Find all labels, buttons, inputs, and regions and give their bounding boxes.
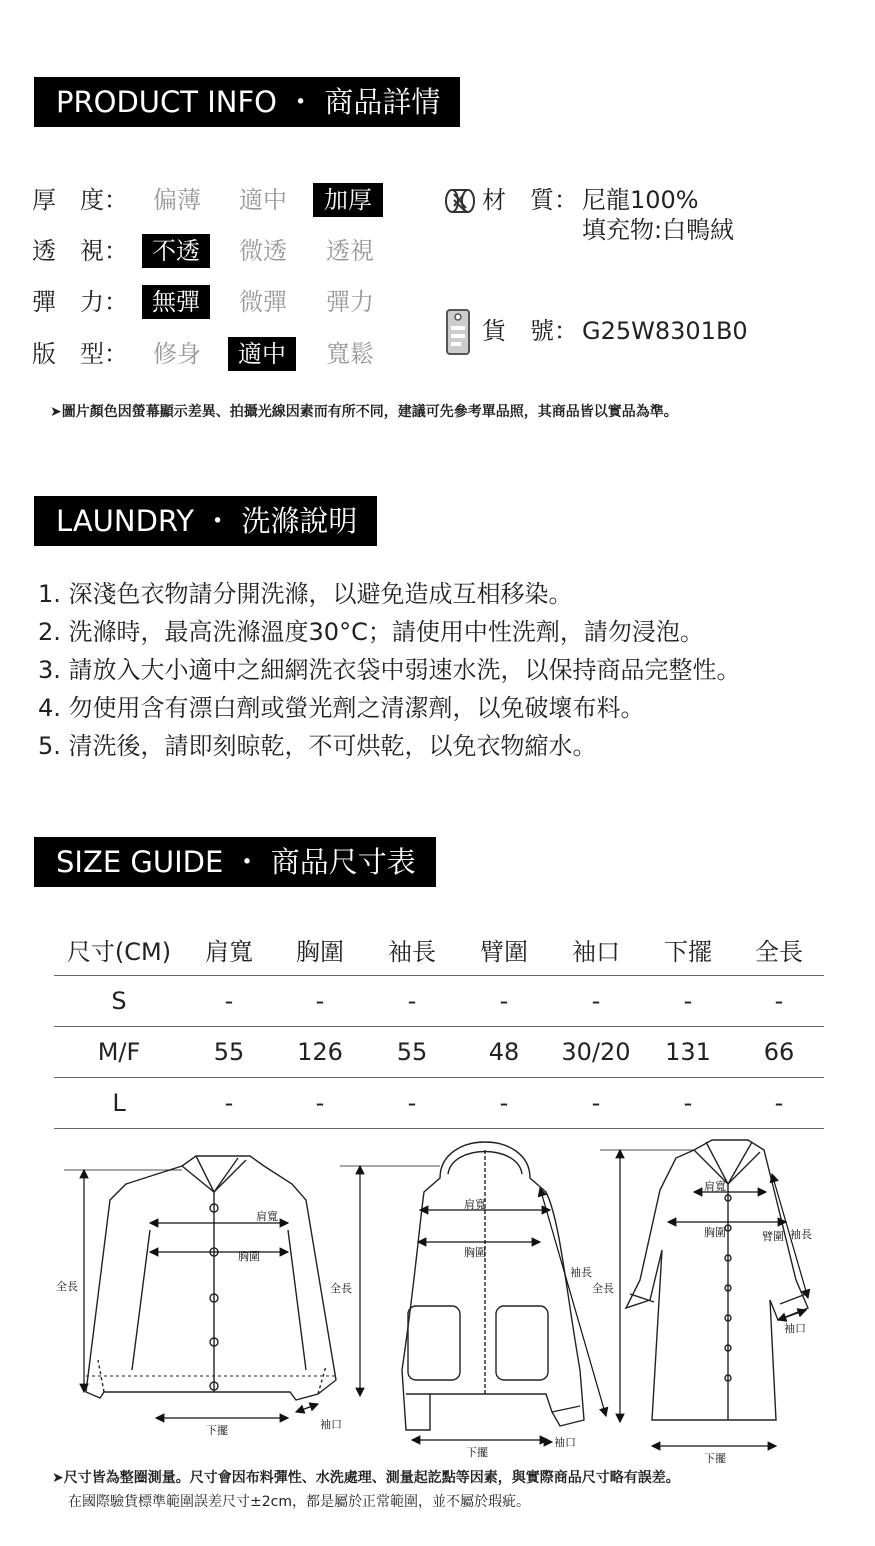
label-arm-3: 臂圍 bbox=[762, 1230, 784, 1243]
label-sleeve-3: 袖長 bbox=[790, 1228, 812, 1241]
label-length-2: 全長 bbox=[330, 1282, 352, 1295]
table-cell: - bbox=[184, 1077, 274, 1128]
option-no-stretch-selected: 無彈 bbox=[142, 285, 210, 319]
option-regular-selected: 適中 bbox=[228, 337, 296, 371]
sku-value: G25W8301B0 bbox=[582, 317, 748, 345]
table-cell: 131 bbox=[642, 1026, 734, 1077]
table-cell: - bbox=[366, 1077, 458, 1128]
option-thick-selected: 加厚 bbox=[313, 183, 383, 217]
header-size: 尺寸(CM) bbox=[54, 925, 184, 975]
measurement-diagrams bbox=[0, 1130, 875, 1465]
size-table-header bbox=[54, 925, 824, 975]
table-cell: 55 bbox=[184, 1026, 274, 1077]
table-cell: - bbox=[642, 1077, 734, 1128]
size-guide-note-1: ➤尺寸皆為整圈測量。尺寸會因布料彈性、水洗處理、測量起訖點等因素，與實際商品尺寸略有誤差。 bbox=[52, 1470, 680, 1486]
laundry-item: 1. 深淺色衣物請分開洗滌，以避免造成互相移染。 bbox=[38, 580, 573, 608]
label-shoulder-3: 肩寬 bbox=[704, 1180, 726, 1193]
header-sleeve: 袖長 bbox=[366, 925, 458, 975]
table-cell: 66 bbox=[734, 1026, 824, 1077]
table-cell: - bbox=[458, 975, 550, 1026]
table-cell: - bbox=[274, 975, 366, 1026]
label-sleeve-2: 袖長 bbox=[570, 1266, 592, 1279]
option-opaque-selected: 不透 bbox=[142, 234, 210, 268]
option-slim: 修身 bbox=[153, 340, 201, 368]
table-cell: 126 bbox=[274, 1026, 366, 1077]
table-cell: - bbox=[366, 975, 458, 1026]
laundry-item: 5. 清洗後，請即刻晾乾，不可烘乾，以免衣物縮水。 bbox=[38, 732, 597, 760]
table-cell: 48 bbox=[458, 1026, 550, 1077]
laundry-item: 3. 請放入大小適中之細網洗衣袋中弱速水洗，以保持商品完整性。 bbox=[38, 656, 741, 684]
option-slightly-sheer: 微透 bbox=[239, 237, 287, 265]
laundry-list bbox=[38, 575, 741, 765]
header-chest: 胸圍 bbox=[274, 925, 366, 975]
laundry-title: LAUNDRY ・ 洗滌說明 bbox=[34, 496, 377, 546]
table-row bbox=[54, 1077, 824, 1128]
sku-label: 貨 號： bbox=[482, 317, 578, 345]
product-info-title: PRODUCT INFO ・ 商品詳情 bbox=[34, 77, 460, 127]
option-medium: 適中 bbox=[239, 186, 287, 214]
header-length: 全長 bbox=[734, 925, 824, 975]
table-cell: S bbox=[54, 975, 184, 1026]
label-length-3: 全長 bbox=[592, 1282, 614, 1295]
table-cell: L bbox=[54, 1077, 184, 1128]
label-length-1: 全長 bbox=[56, 1280, 78, 1293]
label-chest-2: 胸圍 bbox=[464, 1246, 486, 1259]
label-shoulder-1: 肩寬 bbox=[256, 1210, 278, 1223]
jacket-diagram bbox=[86, 1156, 336, 1400]
table-cell: - bbox=[642, 975, 734, 1026]
header-hem: 下擺 bbox=[642, 925, 734, 975]
label-cuff-1: 袖口 bbox=[320, 1418, 342, 1431]
label-chest-3: 胸圍 bbox=[704, 1226, 726, 1239]
table-row bbox=[54, 975, 824, 1026]
material-value: 尼龍100% bbox=[582, 186, 699, 214]
label-shoulder-2: 肩寬 bbox=[464, 1198, 486, 1211]
header-shoulder: 肩寬 bbox=[184, 925, 274, 975]
filling-value: 填充物:白鴨絨 bbox=[582, 216, 735, 244]
table-cell: - bbox=[458, 1077, 550, 1128]
table-cell: M/F bbox=[54, 1026, 184, 1077]
size-guide-title: SIZE GUIDE ・ 商品尺寸表 bbox=[34, 837, 436, 887]
table-cell: - bbox=[550, 1077, 642, 1128]
table-cell: 30/20 bbox=[550, 1026, 642, 1077]
attribute-label: 彈 力： bbox=[32, 288, 128, 316]
table-cell: - bbox=[550, 975, 642, 1026]
table-cell: - bbox=[274, 1077, 366, 1128]
label-hem-2: 下擺 bbox=[466, 1446, 488, 1459]
label-chest-1: 胸圍 bbox=[238, 1250, 260, 1263]
option-stretch: 彈力 bbox=[326, 288, 374, 316]
attribute-label: 厚 度： bbox=[32, 186, 128, 214]
label-cuff-3: 袖口 bbox=[784, 1322, 806, 1335]
thread-spool-icon bbox=[440, 184, 480, 218]
table-row bbox=[54, 1026, 824, 1077]
laundry-item: 4. 勿使用含有漂白劑或螢光劑之清潔劑，以免破壞布料。 bbox=[38, 694, 645, 722]
option-thin: 偏薄 bbox=[153, 186, 201, 214]
attribute-label: 版 型： bbox=[32, 340, 128, 368]
material-label: 材 質： bbox=[482, 186, 578, 214]
label-cuff-2: 袖口 bbox=[554, 1436, 576, 1449]
laundry-item: 2. 洗滌時，最高洗滌溫度30°C；請使用中性洗劑，請勿浸泡。 bbox=[38, 618, 704, 646]
option-loose: 寬鬆 bbox=[326, 340, 374, 368]
size-guide-note-2: 在國際驗貨標準範圍誤差尺寸±2cm，都是屬於正常範圍，並不屬於瑕疵。 bbox=[68, 1494, 530, 1510]
hooded-jacket-diagram bbox=[402, 1142, 584, 1430]
header-arm: 臂圍 bbox=[458, 925, 550, 975]
header-cuff: 袖口 bbox=[550, 925, 642, 975]
table-cell: - bbox=[734, 1077, 824, 1128]
table-cell: 55 bbox=[366, 1026, 458, 1077]
table-cell: - bbox=[734, 975, 824, 1026]
attribute-label: 透 視： bbox=[32, 237, 128, 265]
clothing-tag-icon bbox=[444, 308, 472, 356]
table-cell: - bbox=[184, 975, 274, 1026]
option-slight-stretch: 微彈 bbox=[239, 288, 287, 316]
option-sheer: 透視 bbox=[326, 237, 374, 265]
product-info-note: ➤圖片顏色因螢幕顯示差異、拍攝光線因素而有所不同，建議可先參考單品照，其商品皆以實品為準。 bbox=[50, 404, 678, 420]
label-hem-3: 下擺 bbox=[704, 1452, 726, 1465]
label-hem-1: 下擺 bbox=[206, 1424, 228, 1437]
size-table bbox=[54, 925, 824, 1129]
